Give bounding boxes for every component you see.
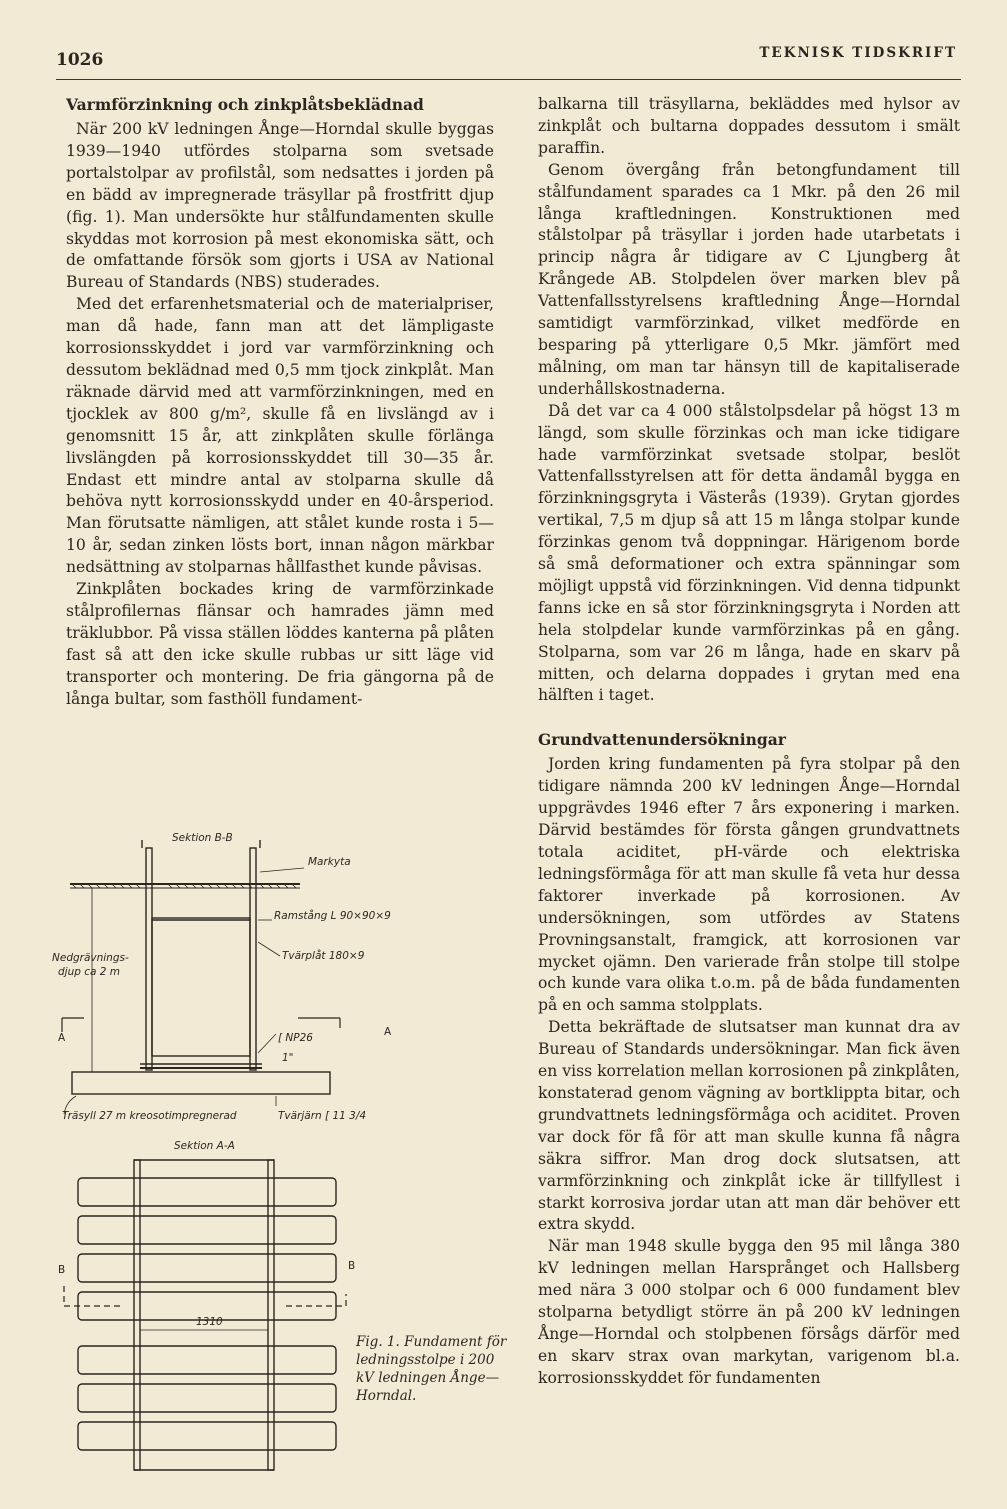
section-heading: Grundvattenundersökningar xyxy=(538,730,786,750)
paragraph: När 200 kV ledningen Ånge—Horndal skulle byggas 1939—1940 utfördes stolparna som svetsade portalstolpar av profilstål, som nedsattes i jorden på en bädd av impregnerade träsyllar på frostfritt djup (fig. 1). Man undersökte hur stålfundamenten skulle skyddas mot korrosion på mest ekonomiska sätt, och de omfattande försök som gjorts i USA av National Bureau of Standards (NBS) studerades. xyxy=(66,120,494,292)
section-heading: Varmförzinkning och zinkplåtsbeklädnad xyxy=(66,95,424,114)
left-column xyxy=(66,94,494,710)
paragraph: Med det erfarenhetsmaterial och de materialpriser, man då hade, fann man att det lämpligaste korrosionsskyddet i jord var varmförzinkning och dessutom beklädnad med 0,5 mm tjock zinkplåt. Man räknade därvid med att varmförzinkningen, med en tjocklek av 800 g/m², skulle få en livslängd av i genomsnitt 15 år, att zinkplåten skulle förlänga livslängden på korrosionsskyddet till 30—35 år. Endast ett mindre antal av stolparna skulle då behöva nytt korrosionsskydd under en 40-årsperiod. Man förutsatte nämligen, att stålet kunde rosta i 5—10 år, sedan zinken lösts bort, innan någon märkbar nedsättning av stolparnas hållfasthet kunde påvisas. xyxy=(66,295,494,577)
section-b-left-label: B xyxy=(58,1264,66,1276)
paragraph: Zinkplåten bockades kring de varmförzinkade stålprofilernas flänsar och hamrades jämn med träklubbor. På vissa ställen löddes kanterna på plåten fast så att den icke skulle rubbas ur sitt läge vid transporter och montering. De fria gängorna på de långa bultar, som fasthöll fundament- xyxy=(66,580,494,708)
paragraph: När man 1948 skulle bygga den 95 mil långa 380 kV ledningen mellan Harsprånget och Hallsberg med nära 3 000 stolpar och 6 000 fundament blev stolparna betydligt större än på 200 kV ledningen Ånge—Horndal och stolpbenen försågs därför med en skarv strax ovan markytan, varigenom bl.a. korrosionsskyddet för fundamenten xyxy=(538,1237,960,1387)
dimension-label: 1310 xyxy=(196,1316,223,1328)
ground-label: Markyta xyxy=(308,856,351,868)
section-aa-drawing xyxy=(64,1160,346,1470)
depth-label-2: djup ca 2 m xyxy=(58,966,121,978)
tvarplat-label: Tvärplåt 180×9 xyxy=(282,950,365,962)
section-bb-label: Sektion B-B xyxy=(172,832,233,844)
right-column xyxy=(538,94,960,1390)
paragraph: Genom övergång från betongfundament till stålfundament sparades ca 1 Mkr. på den 26 mil långa kraftledningen. Konstruktionen med stålstolpar på träsyllar i jorden hade utarbetats i princip några år tidigare av C Ljungberg åt Krångede AB. Stolpdelen över marken blev på Vattenfallsstyrelsens kraftledning Ånge—Horndal samtidigt varmförzinkad, vilket medförde en besparing på ytterligare 0,5 Mkr. jämfört med målning, om man tar hänsyn till de kapitaliserade underhållskostnaderna. xyxy=(538,160,960,398)
tvarjarn-label: Tvärjärn [ 11 3/4 xyxy=(278,1110,367,1122)
section-a-left-label: A xyxy=(58,1032,66,1044)
sleeper-label: Träsyll 27 m kreosotimpregnerad xyxy=(62,1110,237,1122)
page-number: 1026 xyxy=(56,50,104,70)
paragraph: Då det var ca 4 000 stålstolpsdelar på högst 13 m längd, som skulle förzinkas och man icke tidigare hade varmförzinkat svetsade stolpar, beslöt Vattenfallsstyrelsen att för detta ändamål bygga en förzinkningsgryta i Västerås (1939). Grytan gjordes vertikal, 7,5 m djup så att 15 m långa stolpar kunde förzinkas genom två doppningar. Härigenom borde så små deformationer och extra spänningar som möjligt uppstå vid förzinkningen. Vid denna tidpunkt fanns icke en så stor förzinkningsgryta i Norden att hela stolpdelar kunde varmförzinkas på en gång. Stolparna, som var 26 m långa, hade en skarv på mitten, och delarna doppades i grytan med ena hälften i taget. xyxy=(538,401,960,705)
section-aa-label: Sektion A-A xyxy=(174,1140,235,1152)
inch-label: 1" xyxy=(282,1052,294,1064)
figure-foundation xyxy=(50,828,510,1478)
depth-label: Nedgrävnings- xyxy=(52,952,129,964)
np26-label: [ NP26 xyxy=(278,1032,313,1044)
paragraph: Jorden kring fundamenten på fyra stolpar på den tidigare nämnda 200 kV ledningen Ånge—Horndal uppgrävdes 1946 efter 7 års exponering i marken. Därvid bestämdes för första gången grundvattnets totala aciditet, pH-värde och elektriska ledningsförmåga för att man skulle få veta hur dessa faktorer inverkade på korrosionen. Av undersökningen, som utfördes av Statens Provningsanstalt, framgick, att korrosionen var mycket ojämn. Den varierade från stolpe till stolpe och kunde vara olika t.o.m. på de båda fundamenten på en och samma stolpplats. xyxy=(538,755,960,1015)
paragraph: balkarna till träsyllarna, bekläddes med hylsor av zinkplåt och bultarna doppades dessutom i smält paraffin. xyxy=(538,95,960,157)
section-a-right-label: A xyxy=(384,1026,392,1038)
section-b-right-label: B xyxy=(348,1260,356,1272)
paragraph: Detta bekräftade de slutsatser man kunnat dra av Bureau of Standards undersökningar. Man fick även en viss korrelation mellan korrosionen på zinkplåten, konstaterad genom vägning av bortklippta bitar, och grundvattnets ledningsförmåga och aciditet. Proven var dock för få för att man skulle kunna få några säkra siffror. Man drog dock slutsatsen, att varmförzinkning och zinkplåt icke är tillfyllest i starkt korrosiva jordar utan att man där behöver ett extra skydd. xyxy=(538,1018,960,1234)
header-divider xyxy=(56,79,961,80)
ramstang-label: Ramstång L 90×90×9 xyxy=(274,910,391,922)
figure-caption: Fig. 1. Fundament för ledningsstolpe i 200 kV ledningen Ånge—Horndal. xyxy=(356,1334,507,1404)
journal-name: TEKNISK TIDSKRIFT xyxy=(759,45,957,61)
ground-hatch xyxy=(70,884,300,888)
